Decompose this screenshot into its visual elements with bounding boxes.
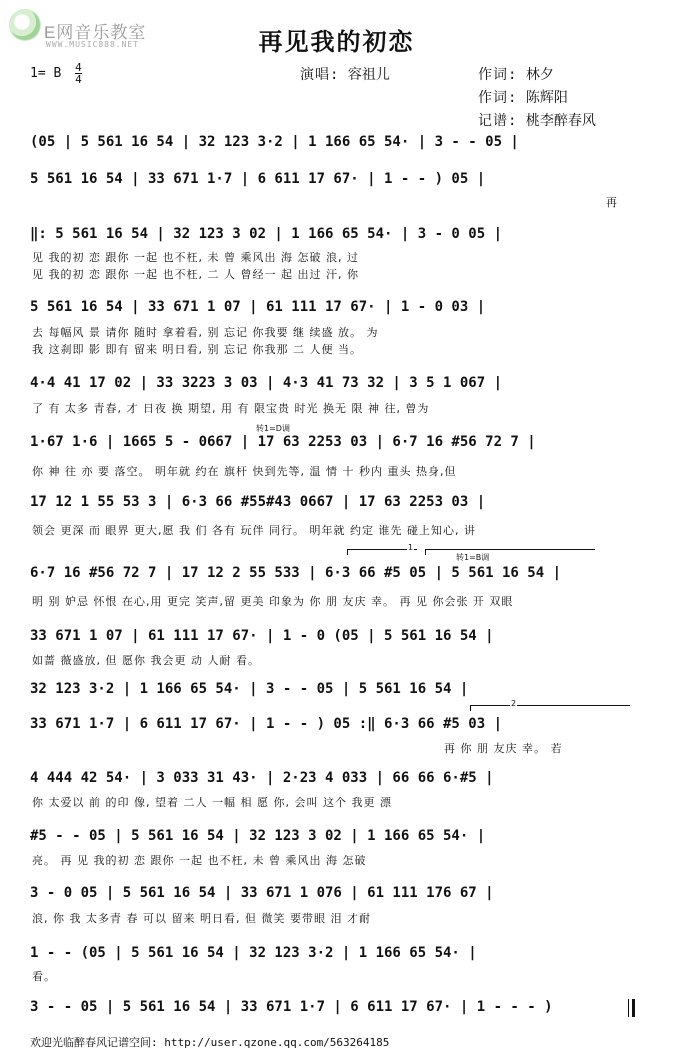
logo-brand-text: E网音乐教室 [44, 23, 147, 42]
final-barline-thick [632, 999, 635, 1017]
key-change-annotation: 转1=D调 [256, 424, 290, 433]
score-line: 3 - - 05 | 5 561 16 54 | 33 671 1·7 | 6 611 17 67· | 1 - - - ) [30, 999, 553, 1015]
volta-bracket-1: 1 [347, 549, 417, 550]
score-line: (05 | 5 561 16 54 | 32 123 3·2 | 1 166 65 54· | 3 - - 05 | [30, 134, 519, 150]
final-barline-thin [628, 999, 629, 1017]
score-line: 6·7 16 #56 72 7 | 17 12 2 55 533 | 6·3 66 #5 05 | 5 561 16 54 | [30, 565, 562, 581]
lyric-line: 如蔷 薇盛放, 但 愿你 我会更 动 人耐 看。 [32, 654, 260, 667]
lyric-line: 去 每幅风 景 请你 随时 拿着看, 别 忘记 你我要 继 续盛 放。 为 [32, 326, 379, 339]
score-line: 1·67 1·6 | 1665 5 - 0667 | 17 63 2253 03 | 6·7 16 #56 72 7 | [30, 434, 536, 450]
lyric-line: 浪, 你 我 太多青 春 可以 留来 明日看, 但 微笑 要带眼 泪 才耐 [32, 912, 371, 925]
key-signature [30, 62, 82, 85]
lyric-line: 你 神 往 亦 要 落空。 明年就 约在 旗杆 快到先等, 温 情 十 秒内 重头 热身,但 [32, 465, 457, 478]
singer-name: 容祖儿 [347, 67, 390, 83]
lyric-line: 明 别 妒忌 怀恨 在心,用 更完 笑声,留 更美 印象为 你 朋 友庆 幸。 再 见 你会张 开 双眼 [32, 595, 514, 608]
lyric-line: 见 我的初 恋 跟你 一起 也不枉, 未 曾 乘风出 海 怎破 浪, 过 [32, 251, 359, 264]
score-line: 33 671 1 07 | 61 111 17 67· | 1 - 0 (05 | 5 561 16 54 | [30, 628, 494, 644]
volta-bracket-2b: 2 [470, 705, 630, 706]
lyric-line: 再 [606, 196, 618, 209]
score-line: 5 561 16 54 | 33 671 1·7 | 6 611 17 67· | 1 - - ) 05 | [30, 171, 486, 187]
lyric-line: 看。 [32, 970, 56, 983]
logo-url-text: WWW.MUSIC888.NET [46, 40, 140, 49]
score-line: 4·4 41 17 02 | 33 3223 3 03 | 4·3 41 73 32 | 3 5 1 067 | [30, 375, 503, 391]
score-line: 32 123 3·2 | 1 166 65 54· | 3 - - 05 | 5 561 16 54 | [30, 681, 469, 697]
lyric-line: 你 太爱以 前 的印 像, 望着 二人 一幅 相 愿 你, 会叫 这个 我更 漂 [32, 796, 392, 809]
score-line: 1 - - (05 | 5 561 16 54 | 32 123 3·2 | 1 166 65 54· | [30, 945, 477, 961]
key-label: 1= B [30, 66, 62, 81]
lyricist-credit: 作词: 林夕 [478, 67, 554, 83]
score-line: #5 - - 05 | 5 561 16 54 | 32 123 3 02 | 1 166 65 54· | [30, 828, 486, 844]
lyric-line: 见 我的初 恋 跟你 一起 也不枉, 二 人 曾经一 起 出过 汗, 你 [32, 268, 359, 281]
time-signature [75, 62, 82, 85]
composer-name: 陈辉阳 [525, 90, 568, 106]
score-line: 17 12 1 55 53 3 | 6·3 66 #55#43 0667 | 17 63 2253 03 | [30, 494, 486, 510]
lyricist-name: 林夕 [525, 67, 554, 83]
score-line: 33 671 1·7 | 6 611 17 67· | 1 - - ) 05 :‖ 6·3 66 #5 03 | [30, 716, 503, 732]
transcriber-credit: 记谱: 桃李醉春风 [478, 113, 596, 129]
lyric-line: 亮。 再 见 我的初 恋 跟你 一起 也不枉, 未 曾 乘风出 海 怎破 [32, 854, 367, 867]
footer-credit: 欢迎光临醉春风记谱空间: http://user.qzone.qq.com/563264185 [30, 1036, 390, 1049]
score-line: 4 444 42 54· | 3 033 31 43· | 2·23 4 033 | 66 66 6·#5 | [30, 770, 494, 786]
key-change-annotation: 转1=B调 [456, 553, 490, 562]
song-title: 再见我的初恋 [258, 27, 415, 56]
lyric-line: 领会 更深 而 眼界 更大,愿 我 们 各有 玩伴 同行。 明年就 约定 谁先 碰上知心, 讲 [32, 524, 476, 537]
time-signature-top: 4 [75, 61, 82, 74]
score-line: 3 - 0 05 | 5 561 16 54 | 33 671 1 076 | 61 111 176 67 | [30, 885, 494, 901]
lyric-line: 了 有 太多 青春, 才 日夜 换 期望, 用 有 限宝贵 时光 换无 限 神 往, 曾为 [32, 402, 430, 415]
time-signature-bottom: 4 [75, 73, 82, 86]
transcriber-name: 桃李醉春风 [525, 113, 596, 129]
score-line: 5 561 16 54 | 33 671 1 07 | 61 111 17 67· | 1 - 0 03 | [30, 299, 486, 315]
volta-bracket-2 [425, 549, 595, 550]
composer-credit: 作词: 陈辉阳 [478, 90, 568, 106]
singer-credit: 演唱: 容祖儿 [300, 67, 390, 83]
lyric-line: 再 你 朋 友庆 幸。 若 [444, 742, 563, 755]
lyric-line: 我 这刹即 影 即有 留来 明日看, 别 忘记 你我那 二 人便 当。 [32, 343, 362, 356]
score-line: ‖: 5 561 16 54 | 32 123 3 02 | 1 166 65 54· | 3 - 0 05 | [30, 226, 503, 242]
